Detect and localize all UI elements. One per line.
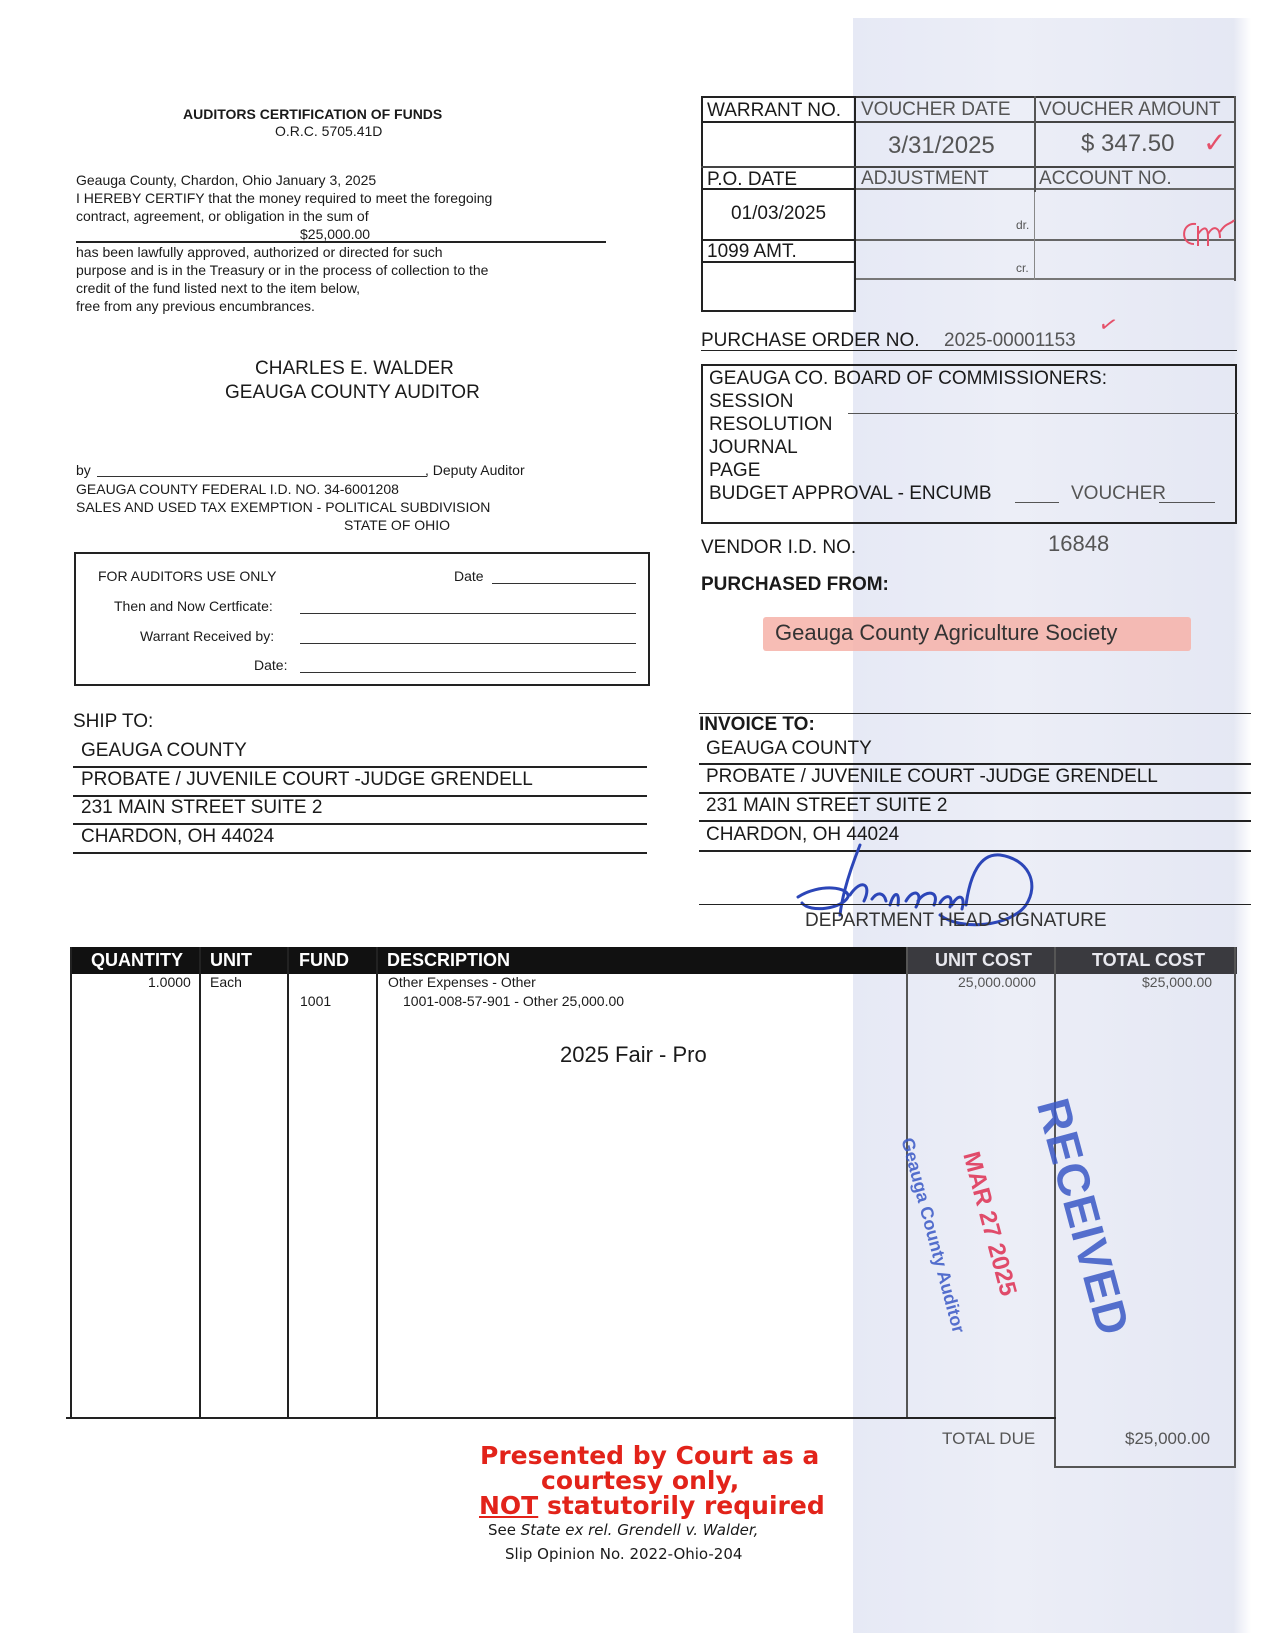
deputy-label: , Deputy Auditor xyxy=(425,462,525,478)
po-label: PURCHASE ORDER NO. xyxy=(701,330,920,351)
initials-mark xyxy=(1176,212,1236,252)
invoice-to-line1: GEAUGA COUNTY xyxy=(706,738,872,759)
footer-slip: Slip Opinion No. 2022-Ohio-204 xyxy=(505,1545,743,1563)
auditors-use-heading: FOR AUDITORS USE ONLY xyxy=(98,568,277,584)
invoice-rule1 xyxy=(699,763,1251,765)
cert-amount: $25,000.00 xyxy=(300,226,371,242)
cert-line4: has been lawfully approved, authorized or directed for such xyxy=(76,244,443,260)
board-resolution: RESOLUTION xyxy=(709,414,833,435)
invoice-rule2 xyxy=(699,792,1251,794)
col-line-2 xyxy=(287,947,289,1417)
auditor-title: GEAUGA COUNTY AUDITOR xyxy=(225,382,480,403)
cert-line7: free from any previous encumbrances. xyxy=(76,298,315,314)
table-bottom-rule xyxy=(66,1417,1056,1419)
ship-to-line3: 231 MAIN STREET SUITE 2 xyxy=(81,797,323,818)
invoice-to-line3: 231 MAIN STREET SUITE 2 xyxy=(706,795,948,816)
cert-orc: O.R.C. 5705.41D xyxy=(275,123,383,139)
board-box xyxy=(701,364,1237,524)
board-heading: GEAUGA CO. BOARD OF COMMISSIONERS: xyxy=(709,368,1107,389)
row-unit-cost: 25,000.0000 xyxy=(958,974,1036,990)
ship-to-line4: CHARDON, OH 44024 xyxy=(81,826,275,847)
invoice-to-label: INVOICE TO: xyxy=(699,714,815,735)
row-fund: 1001 xyxy=(300,993,332,1009)
vendor-id-label: VENDOR I.D. NO. xyxy=(701,537,857,558)
adjustment-label: ADJUSTMENT xyxy=(861,168,989,189)
footer-case: State ex rel. Grendell v. Walder, xyxy=(520,1521,759,1539)
row-total-cost: $25,000.00 xyxy=(1142,974,1213,990)
board-budget: BUDGET APPROVAL - ENCUMB xyxy=(709,483,992,504)
footer-citation xyxy=(488,1521,758,1539)
warrant-received-label: Warrant Received by: xyxy=(140,628,275,644)
voucher-date-label: VOUCHER DATE xyxy=(861,99,1011,120)
received-date: MAR 27 2025 xyxy=(957,1148,1022,1299)
cert-line1: Geauga County, Chardon, Ohio January 3, 2025 xyxy=(76,172,377,188)
dr-label: dr. xyxy=(1016,218,1030,232)
warrant-grid xyxy=(701,96,1237,313)
col-unit-cost: UNIT COST xyxy=(935,950,1032,970)
vendor-id: 16848 xyxy=(1048,531,1110,556)
col-total-cost: TOTAL COST xyxy=(1092,950,1206,970)
fair-note: 2025 Fair - Pro xyxy=(560,1042,707,1067)
total-box-bottom xyxy=(1054,1466,1236,1468)
account-no-label: ACCOUNT NO. xyxy=(1039,168,1172,189)
row-desc1: Other Expenses - Other xyxy=(388,974,536,990)
ship-to-rule3 xyxy=(73,823,647,825)
auditors-date-label: Date xyxy=(454,568,484,584)
signature-label: DEPARTMENT HEAD SIGNATURE xyxy=(805,910,1107,931)
board-page: PAGE xyxy=(709,460,761,481)
by-label: by xyxy=(76,462,91,478)
cert-line3: contract, agreement, or obligation in the sum of xyxy=(76,208,369,224)
deputy-signature-line xyxy=(97,476,427,477)
col-description: DESCRIPTION xyxy=(387,950,511,970)
voucher-date: 3/31/2025 xyxy=(888,132,995,159)
cert-line6: credit of the fund listed next to the item below, xyxy=(76,280,361,296)
cr-label: cr. xyxy=(1016,261,1029,275)
voucher-check-mark: ✓ xyxy=(1203,127,1227,158)
tax-exemption: SALES AND USED TAX EXEMPTION - POLITICAL SUBDIVISION xyxy=(76,499,491,515)
received-org: Geauga County Auditor xyxy=(897,1135,969,1336)
purchased-from-label: PURCHASED FROM: xyxy=(701,574,889,595)
auditors-date2-line[interactable] xyxy=(300,672,636,673)
then-now-line[interactable] xyxy=(300,613,636,614)
warrant-received-line[interactable] xyxy=(300,643,636,644)
total-due: $25,000.00 xyxy=(1125,1429,1211,1448)
footer-line1: Presented by Court as a xyxy=(480,1441,820,1470)
row-desc2: 1001-008-57-901 - Other 25,000.00 xyxy=(403,993,625,1009)
board-session: SESSION xyxy=(709,391,794,412)
col-quantity: QUANTITY xyxy=(91,950,183,970)
signature-rule xyxy=(699,904,1251,905)
col-line-3 xyxy=(376,947,378,1417)
footer-line3 xyxy=(479,1491,825,1520)
cert-line2: I HEREBY CERTIFY that the money required to meet the foregoing xyxy=(76,190,493,206)
ship-to-line2: PROBATE / JUVENILE COURT -JUDGE GRENDELL xyxy=(81,769,533,790)
ship-to-rule4 xyxy=(73,852,647,854)
auditor-name: CHARLES E. WALDER xyxy=(255,358,454,379)
footer-not: NOT xyxy=(479,1491,539,1520)
po-date: 01/03/2025 xyxy=(731,203,827,224)
invoice-to-line4: CHARDON, OH 44024 xyxy=(706,824,900,845)
po-rule xyxy=(701,350,1237,351)
amt-1099-label: 1099 AMT. xyxy=(707,241,797,262)
total-due-label: TOTAL DUE xyxy=(942,1429,1036,1448)
col-line-0 xyxy=(70,947,72,1417)
voucher-amount-label: VOUCHER AMOUNT xyxy=(1039,99,1221,120)
auditors-use-box xyxy=(74,552,650,686)
warrant-no-label: WARRANT NO. xyxy=(707,100,842,121)
row-unit: Each xyxy=(210,974,242,990)
col-unit: UNIT xyxy=(210,950,252,970)
auditors-date2-label: Date: xyxy=(254,657,288,673)
col-line-6 xyxy=(1234,947,1236,1467)
po-check-mark: ✓ xyxy=(1096,310,1121,339)
ship-to-label: SHIP TO: xyxy=(73,711,154,732)
footer-line3-rest: statutorily required xyxy=(538,1491,825,1520)
federal-id: GEAUGA COUNTY FEDERAL I.D. NO. 34-6001208 xyxy=(76,481,399,497)
cert-amount-rule xyxy=(76,241,606,243)
cert-title: AUDITORS CERTIFICATION OF FUNDS xyxy=(183,106,443,122)
board-journal: JOURNAL xyxy=(709,437,798,458)
po-number: 2025-00001153 xyxy=(944,330,1076,351)
voucher-amount: $ 347.50 xyxy=(1081,130,1175,157)
row-quantity: 1.0000 xyxy=(148,974,191,990)
ship-to-line1: GEAUGA COUNTY xyxy=(81,740,247,761)
po-date-label: P.O. DATE xyxy=(707,169,798,190)
footer-line2: courtesy only, xyxy=(541,1466,740,1495)
received-stamp: RECEIVED xyxy=(1027,1092,1141,1342)
ship-to-rule1 xyxy=(73,766,647,768)
invoice-rule3 xyxy=(699,820,1251,822)
col-fund: FUND xyxy=(299,950,349,970)
state-of-ohio: STATE OF OHIO xyxy=(344,517,451,533)
footer-see: See xyxy=(488,1521,521,1539)
invoice-to-line2: PROBATE / JUVENILE COURT -JUDGE GRENDELL xyxy=(706,766,1158,787)
vendor-name: Geauga County Agriculture Society xyxy=(775,620,1118,645)
col-line-1 xyxy=(199,947,201,1417)
auditors-date-line[interactable] xyxy=(492,583,636,584)
cert-line5: purpose and is in the Treasury or in the process of collection to the xyxy=(76,262,489,278)
then-now-label: Then and Now Certficate: xyxy=(114,598,273,614)
board-voucher: VOUCHER xyxy=(1071,483,1167,504)
